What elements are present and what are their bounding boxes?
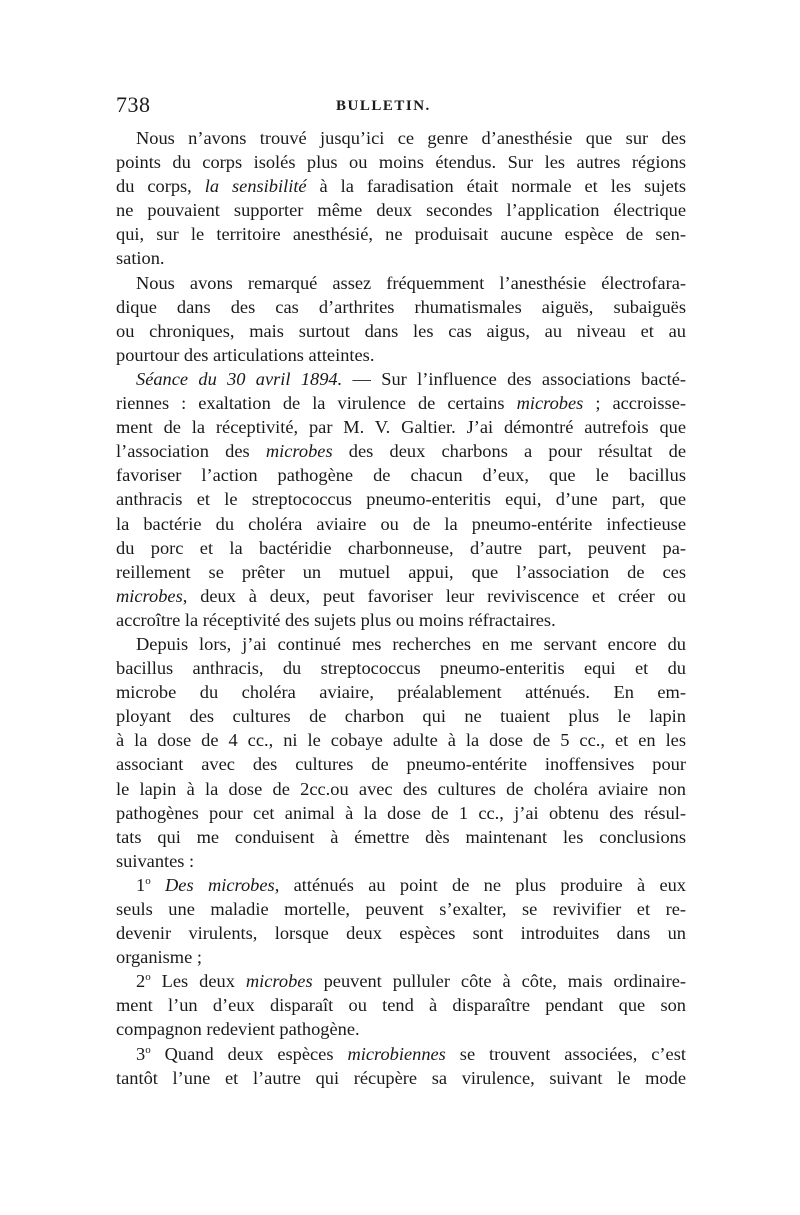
- paragraph-seance-30-avril: [116, 367, 686, 632]
- text-line: seuls une maladie mortelle, peuvent s’exalter, se revivifier et re-: [116, 899, 686, 919]
- conclusion-number: 3: [136, 1043, 146, 1064]
- conclusion-2: [116, 969, 686, 1041]
- page-number: 738: [116, 92, 151, 117]
- ordinal-mark: o: [145, 1043, 151, 1056]
- conclusion-number: 2: [136, 971, 146, 992]
- text-line: [116, 969, 686, 993]
- text-line: favoriser l’action pathogène de chacun d’eux, que le bacillus: [116, 465, 686, 486]
- text-line: [116, 174, 686, 198]
- text-line: Nous n’avons trouvé jusqu’ici ce genre d’anesthésie que sur des: [136, 128, 686, 148]
- body-text: [116, 126, 686, 1090]
- text-run: l’association des: [116, 441, 266, 462]
- text-run: , deux à deux, peut favoriser leur reviviscence et créer ou: [182, 585, 686, 606]
- running-title: BULLETIN.: [336, 98, 431, 114]
- text-run: des deux charbons a pour résultat de: [332, 441, 686, 462]
- text-run: peuvent pulluler côte à côte, mais ordinaire-: [312, 971, 686, 992]
- text-run: , atténués au point de ne plus produire à eux: [274, 874, 686, 895]
- ordinal-mark: o: [145, 971, 151, 984]
- italic-term: microbiennes: [347, 1043, 446, 1064]
- text-line: [116, 1042, 686, 1066]
- text-run: riennes : exaltation de la virulence de certains: [116, 393, 517, 414]
- italic-term: microbes: [245, 971, 313, 992]
- text-line: la bactérie du choléra aviaire ou de la pneumo-entérite infectieuse: [116, 513, 686, 534]
- text-run: — Sur l’influence des associations bacté-: [342, 368, 687, 389]
- text-line: pathogènes pour cet animal à la dose de 1 cc., j’ai obtenu des résul-: [116, 802, 686, 823]
- paragraph-depuis-lors: [116, 632, 686, 873]
- text-line: sation.: [116, 248, 165, 269]
- italic-term: microbes: [116, 585, 183, 606]
- conclusion-number: 1: [136, 874, 146, 895]
- text-line: dique dans des cas d’arthrites rhumatismales aiguës, subaiguës: [116, 296, 686, 317]
- text-line: du porc et la bactéridie charbonneuse, d’autre part, peuvent pa-: [116, 537, 686, 558]
- text-line: organisme ;: [116, 947, 202, 968]
- conclusion-3: [116, 1042, 686, 1090]
- italic-term: microbes: [265, 441, 333, 462]
- text-line: anthracis et le streptococcus pneumo-enteritis equi, d’une part, que: [116, 489, 686, 510]
- text-line: qui, sur le territoire anesthésié, ne produisait aucune espèce de sen-: [116, 224, 686, 245]
- text-run: Quand deux espèces: [150, 1043, 348, 1064]
- ordinal-mark: o: [145, 874, 151, 887]
- text-line: [116, 391, 686, 415]
- book-page: [116, 92, 686, 1090]
- text-line: pourtour des articulations atteintes.: [116, 344, 375, 365]
- text-line: suivantes :: [116, 850, 195, 871]
- text-line: tantôt l’une et l’autre qui récupère sa virulence, suivant le mode: [116, 1067, 686, 1088]
- text-line: ployant des cultures de charbon qui ne tuaient plus le lapin: [116, 706, 686, 727]
- text-line: [116, 584, 686, 608]
- text-line: compagnon redevient pathogène.: [116, 1019, 360, 1040]
- text-line: Depuis lors, j’ai continué mes recherches en me servant encore du: [136, 633, 686, 654]
- text-run: du corps,: [116, 176, 205, 197]
- running-head: [116, 92, 686, 122]
- text-run: Les deux: [150, 971, 246, 992]
- paragraph-arthritis: [116, 271, 686, 367]
- text-line: devenir virulents, lorsque deux espèces sont introduites dans un: [116, 923, 686, 944]
- text-line: points du corps isolés plus ou moins étendus. Sur les autres régions: [116, 152, 686, 173]
- session-date: Séance du 30 avril 1894.: [136, 368, 343, 389]
- italic-term: la sensibilité: [204, 176, 307, 197]
- conclusion-1: [116, 873, 686, 969]
- text-line: le lapin à la dose de 2cc.ou avec des cultures de choléra aviaire non: [116, 778, 686, 799]
- text-line: ne pouvaient supporter même deux secondes l’application électrique: [116, 200, 686, 221]
- text-line: reillement se prêter un mutuel appui, que l’association de ces: [116, 561, 686, 582]
- text-line: microbe du choléra aviaire, préalablement atténués. En em-: [116, 682, 686, 703]
- text-line: associant avec des cultures de pneumo-entérite inoffensives pour: [116, 754, 686, 775]
- text-line: [116, 367, 686, 391]
- text-line: [116, 873, 686, 897]
- text-run: se trouvent associées, c’est: [445, 1043, 686, 1064]
- text-line: accroître la réceptivité des sujets plus ou moins réfractaires.: [116, 609, 556, 630]
- text-line: ment de la réceptivité, par M. V. Galtier. J’ai démontré autrefois que: [116, 417, 686, 438]
- text-line: ou chroniques, mais surtout dans les cas aigus, au niveau et au: [116, 320, 686, 341]
- text-run: ; accroisse-: [583, 393, 686, 414]
- text-run: à la faradisation était normale et les sujets: [306, 176, 686, 197]
- text-line: Nous avons remarqué assez fréquemment l’anesthésie électrofara-: [136, 272, 686, 293]
- text-line: bacillus anthracis, du streptococcus pneumo-enteritis equi et du: [116, 658, 686, 679]
- text-line: à la dose de 4 cc., ni le cobaye adulte à la dose de 5 cc., et en les: [116, 730, 686, 751]
- paragraph-anesthesia-points: [116, 126, 686, 271]
- text-line: [116, 439, 686, 463]
- italic-term: microbes: [516, 393, 584, 414]
- text-line: ment l’un d’eux disparaît ou tend à disparaître pendant que son: [116, 995, 686, 1016]
- italic-term: Des microbes: [165, 874, 275, 895]
- text-line: tats qui me conduisent à émettre dès maintenant les conclusions: [116, 826, 686, 847]
